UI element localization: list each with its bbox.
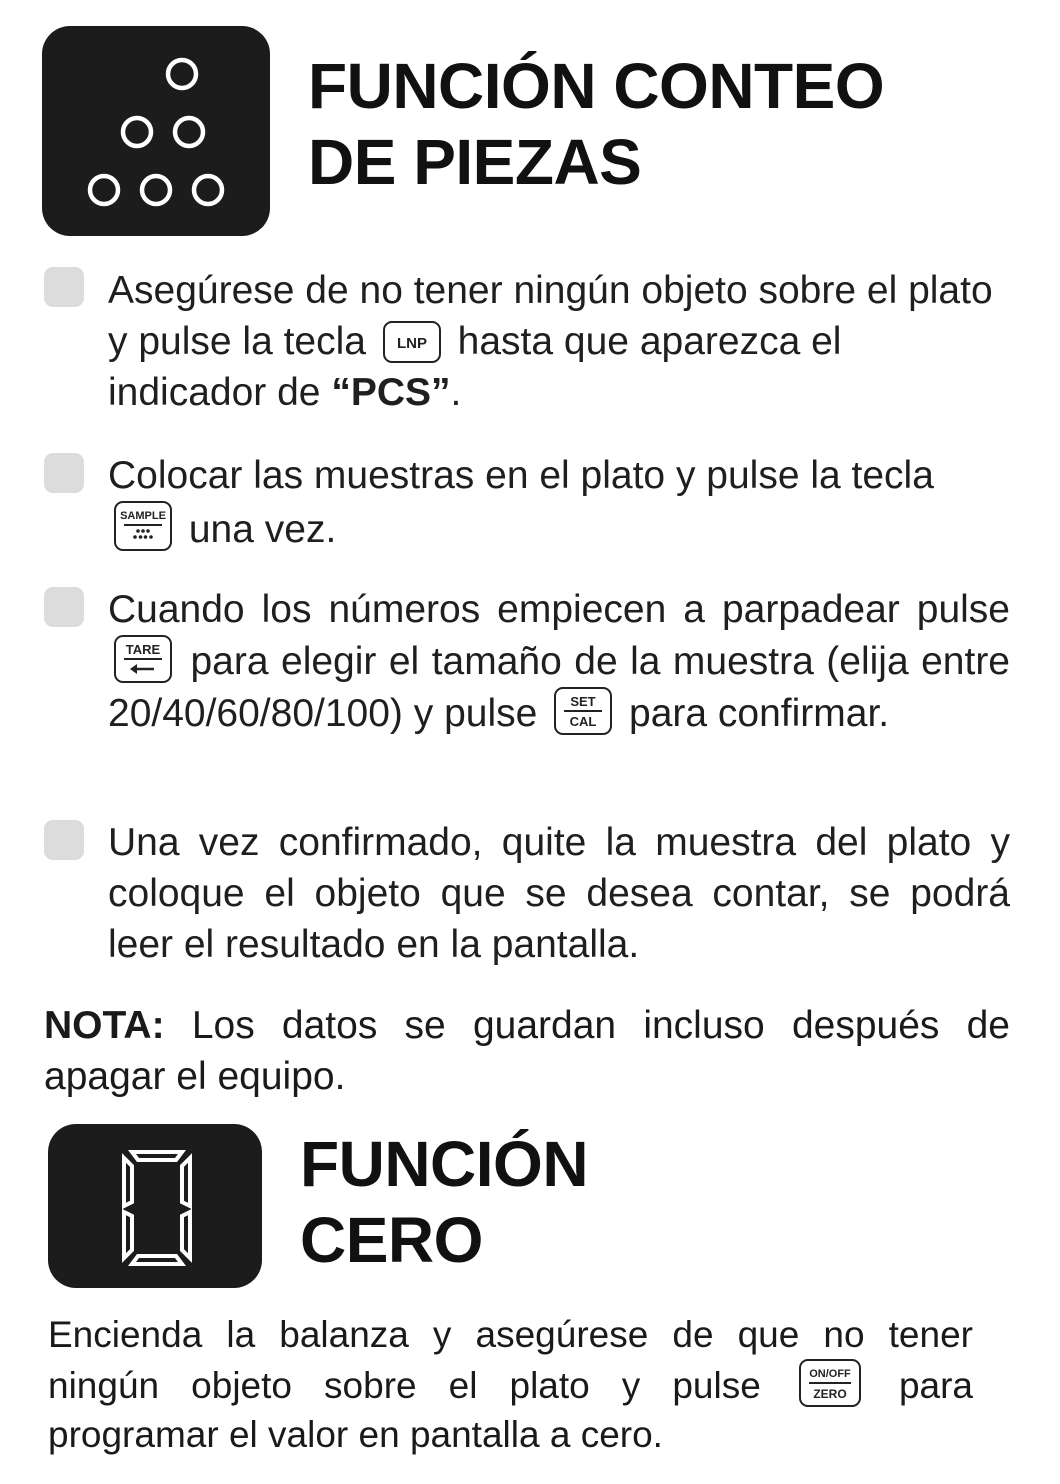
note-paragraph — [44, 1000, 1010, 1102]
zero-text: Encienda la balanza y asegúrese de que no tener ningún objeto sobre el plato y pulse — [48, 1314, 973, 1406]
step-1-text — [108, 265, 1010, 418]
step-text: para elegir el tamaño de la muestra (elija entre 20/40/60/80/100) y pulse — [108, 640, 1010, 735]
pcs-indicator-text: “PCS” — [331, 371, 451, 414]
on-off-zero-key-icon — [799, 1359, 861, 1407]
seven-segment-zero-icon — [48, 1124, 262, 1288]
step-text: Asegúrese de no tener ningún objeto sobre el plato y pulse la tecla — [108, 269, 993, 363]
step-2-text — [108, 450, 1010, 555]
sample-key-icon — [114, 501, 172, 551]
title-line: FUNCIÓN — [300, 1128, 589, 1200]
step-text: . — [450, 371, 462, 414]
note-text: Los datos se guardan incluso después de apagar el equipo. — [44, 1004, 1011, 1098]
svg-text:SAMPLE: SAMPLE — [120, 510, 166, 522]
step-3-text — [108, 584, 1010, 739]
title-line: FUNCIÓN CONTEO — [308, 50, 885, 122]
svg-text:SET: SET — [570, 694, 596, 709]
step-text: Colocar las muestras en el plato y pulse la tecla — [108, 454, 934, 497]
note-label: NOTA: — [44, 1004, 165, 1047]
step-text: hasta que aparezca el indicador de — [108, 320, 842, 414]
step-checkbox[interactable] — [44, 820, 84, 860]
zero-text: para programar el valor en pantalla a cero. — [48, 1365, 973, 1455]
step-text: una vez. — [188, 508, 337, 551]
step-4-text — [108, 817, 1010, 970]
svg-text:TARE: TARE — [125, 642, 161, 657]
step-text: Una vez confirmado, quite la muestra del plato y coloque el objeto que se desea contar, se podrá leer el resultado en la pantalla. — [108, 821, 1010, 966]
svg-text:LNP: LNP — [396, 335, 427, 352]
pieces-dots-icon — [42, 26, 270, 236]
step-text: Cuando los números empiecen a parpadear pulse — [108, 588, 1010, 631]
step-checkbox[interactable] — [44, 587, 84, 627]
set-cal-key-icon — [554, 687, 612, 735]
title-line: CERO — [300, 1204, 483, 1276]
svg-text:CAL: CAL — [569, 714, 597, 729]
section-title-piece-counting — [308, 48, 1008, 200]
step-checkbox[interactable] — [44, 267, 84, 307]
section-title-zero-function — [300, 1126, 800, 1278]
lnp-key-icon — [383, 321, 441, 363]
zero-instructions — [48, 1310, 973, 1459]
step-checkbox[interactable] — [44, 453, 84, 493]
step-text: para confirmar. — [629, 692, 890, 735]
title-line: DE PIEZAS — [308, 126, 642, 198]
tare-key-icon — [114, 635, 172, 683]
svg-text:ZERO: ZERO — [813, 1387, 847, 1401]
svg-text:ON/OFF: ON/OFF — [809, 1368, 851, 1380]
